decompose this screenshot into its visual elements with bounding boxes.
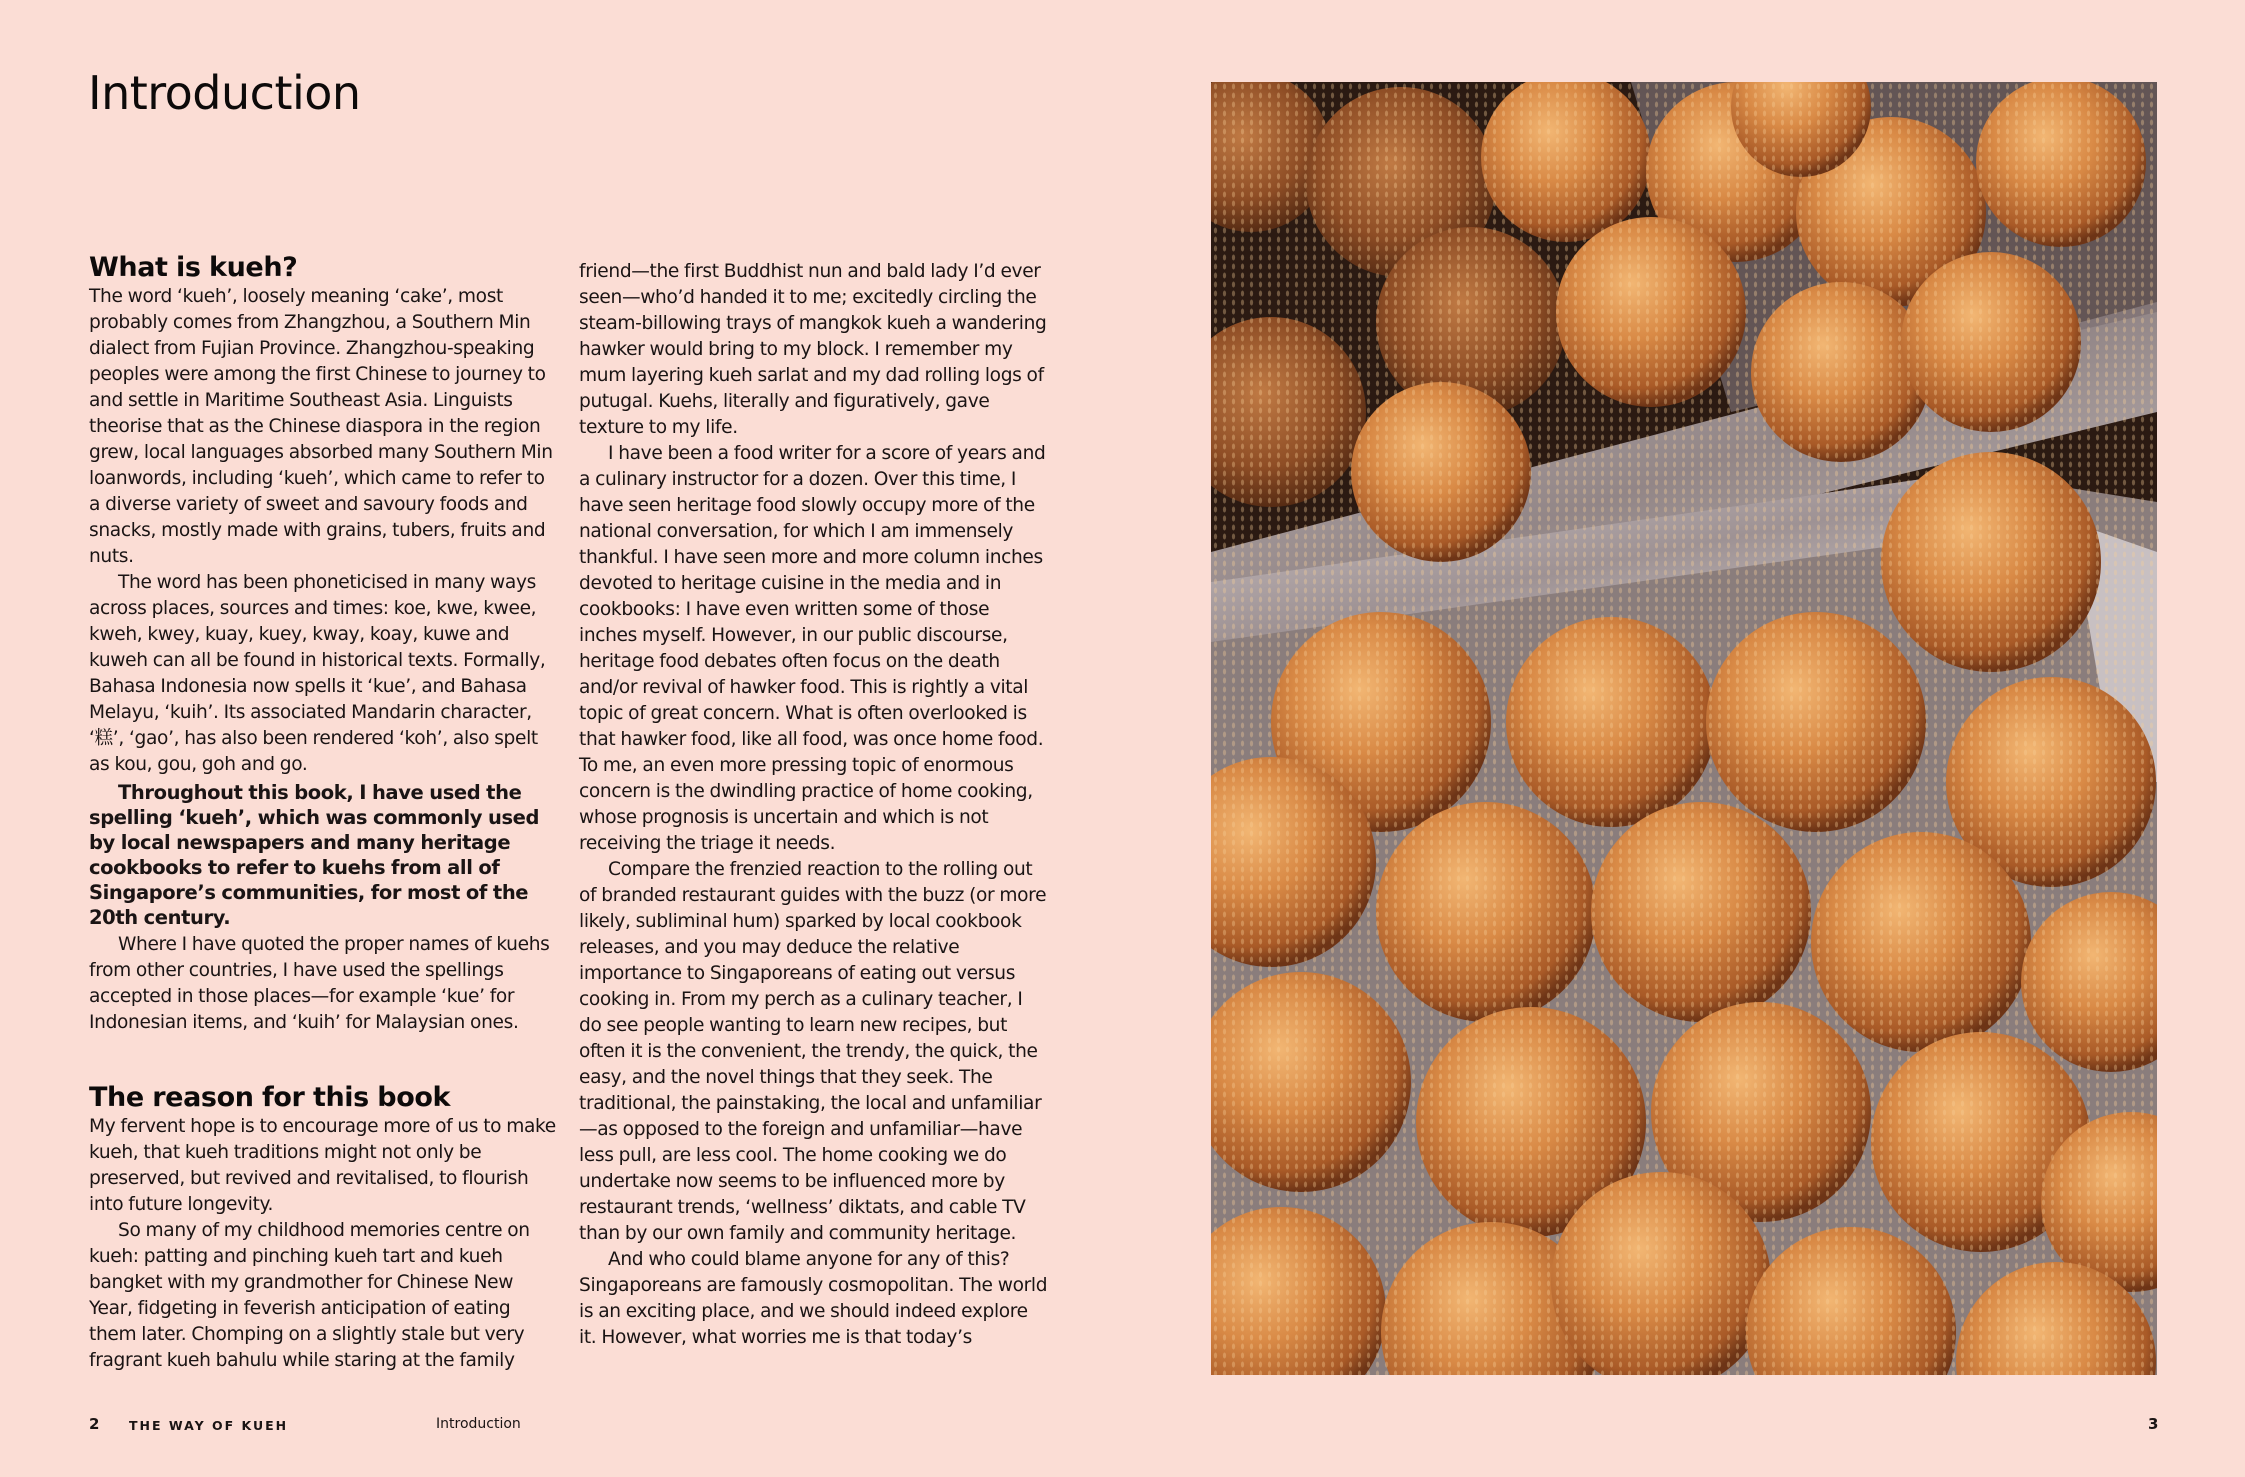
paragraph: Where I have quoted the proper names of kuehs from other countries, I have used the spellings accepted in those places—for example ‘kue’ for Indonesian items, and ‘kuih’ for Malaysian ones. bbox=[89, 934, 550, 1033]
sesame-balls-photo bbox=[1211, 82, 2157, 1375]
section-heading-reason: The reason for this book bbox=[89, 1082, 451, 1113]
section-heading-what-is-kueh: What is kueh? bbox=[89, 252, 298, 283]
paragraph-emphasis: Throughout this book, I have used the spelling ‘kueh’, which was commonly used by local newspapers and many heritage cookbooks to refer to kuehs from all of Singapore’s communities, for most of the 20th century. bbox=[89, 781, 540, 929]
paragraph: friend—the first Buddhist nun and bald lady I’d ever seen—who’d handed it to me; excitedly circling the steam-billowing trays of mangkok kueh a wandering hawker would bring to my block. I remember my mum layering kueh sarlat and my dad rolling logs of putugal. Kuehs, literally and figuratively, gave texture to my life. bbox=[579, 261, 1047, 438]
paragraph: So many of my childhood memories centre on kueh: patting and pinching kueh tart and kueh bangket with my grandmother for Chinese New Year, fidgeting in feverish anticipation of eating them later. Chomping on a slightly stale but very fragrant kueh bahulu while staring at the family bbox=[89, 1220, 530, 1371]
running-head: THE WAY OF KUEH bbox=[129, 1418, 289, 1433]
paragraph: I have been a food writer for a score of years and a culinary instructor for a dozen. Over this time, I have seen heritage food slowly occupy more of the national conversation, for which I am immensely thankful. I have seen more and more column inches devoted to heritage cuisine in the media and in cookbooks: I have even written some of those inches myself. However, in our public discourse, heritage food debates often focus on the death and/or revival of hawker food. This is rightly a vital topic of great concern. What is often overlooked is that hawker food, like all food, was once home food. To me, an even more pressing topic of enormous concern is the dwindling practice of home cooking, whose prognosis is uncertain and which is not receiving the triage it needs. bbox=[579, 443, 1046, 854]
text-column-2 bbox=[579, 259, 1049, 1351]
text-column-1 bbox=[89, 252, 559, 1374]
paragraph: The word has been phoneticised in many ways across places, sources and times: koe, kwe, kwee, kweh, kwey, kuay, kuey, kway, koay, kuwe and kuweh can all be found in historical texts. Formally, Bahasa Indonesia now spells it ‘kue’, and Bahasa Melayu, ‘kuih’. Its associated Mandarin character, ‘糕’, ‘gao’, has also been rendered ‘koh’, also spelt as kou, gou, goh and go. bbox=[89, 572, 546, 775]
page-number-right: 3 bbox=[2148, 1415, 2159, 1433]
paragraph: Compare the frenzied reaction to the rolling out of branded restaurant guides with the buzz (or more likely, subliminal hum) sparked by local cookbook releases, and you may deduce the relative importance to Singaporeans of eating out versus cooking in. From my perch as a culinary teacher, I do see people wanting to learn new recipes, but often it is the convenient, the trendy, the quick, the easy, and the novel things that they seek. The traditional, the painstaking, the local and unfamiliar—as opposed to the foreign and unfamiliar—have less pull, are less cool. The home cooking we do undertake now seems to be influenced more by restaurant trends, ‘wellness’ diktats, and cable TV than by our own family and community heritage. bbox=[579, 859, 1047, 1244]
paragraph: My fervent hope is to encourage more of us to make kueh, that kueh traditions might not only be preserved, but revived and revitalised, to flourish into future longevity. bbox=[89, 1116, 556, 1215]
paragraph: And who could blame anyone for any of this? Singaporeans are famously cosmopolitan. The world is an exciting place, and we should indeed explore it. However, what worries me is that today’s bbox=[579, 1249, 1048, 1348]
paragraph: The word ‘kueh’, loosely meaning ‘cake’, most probably comes from Zhangzhou, a Southern Min dialect from Fujian Province. Zhangzhou-speaking peoples were among the first Chinese to journey to and settle in Maritime Southeast Asia. Linguists theorise that as the Chinese diaspora in the region grew, local languages absorbed many Southern Min loanwords, including ‘kueh’, which came to refer to a diverse variety of sweet and savoury foods and snacks, mostly made with grains, tubers, fruits and nuts. bbox=[89, 286, 553, 567]
page-title: Introduction bbox=[88, 66, 361, 120]
footer-section-label: Introduction bbox=[436, 1416, 521, 1432]
page-number-left: 2 bbox=[89, 1415, 100, 1433]
